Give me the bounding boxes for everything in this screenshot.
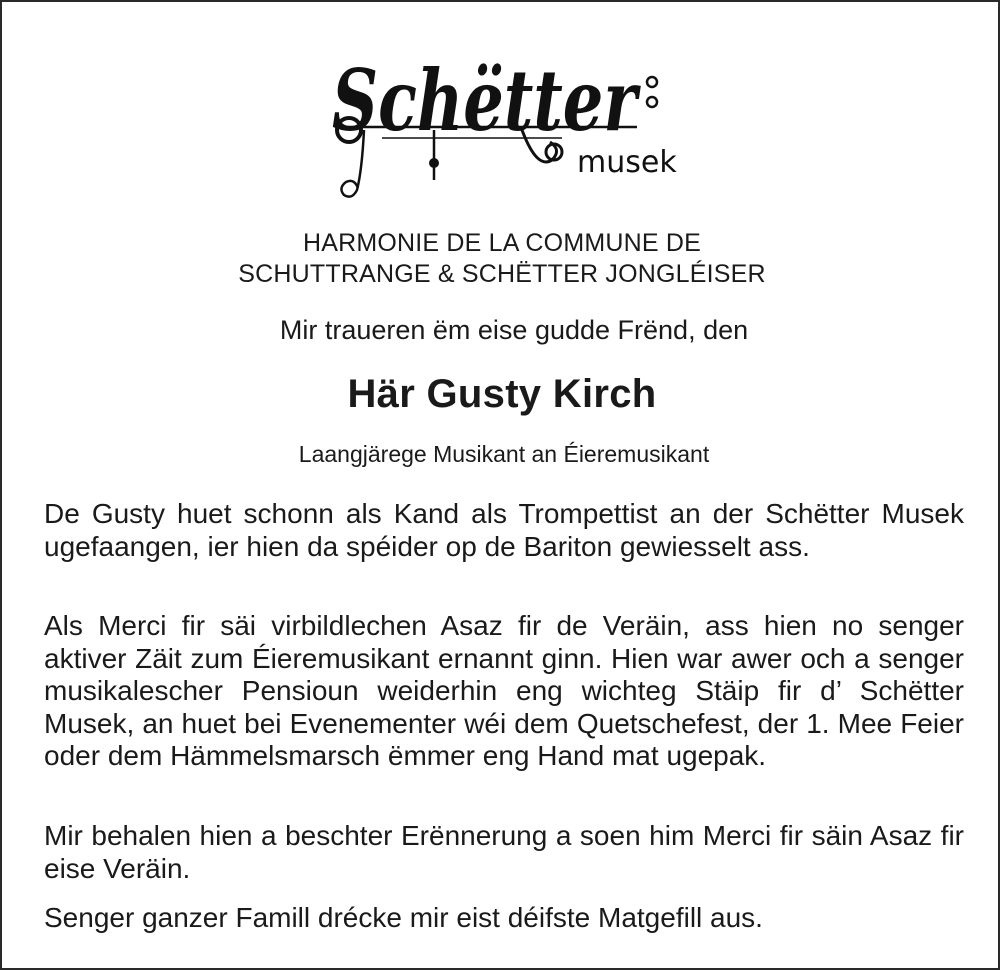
paragraph-gratitude: Mir behalen hien a beschter Erënnerung a soen him Merci fir säin Asaz fir eise Veräin.: [44, 820, 964, 884]
logo-wordmark: Schëtter: [332, 51, 642, 150]
paragraph-biography: De Gusty huet schonn als Kand als Trompettist an der Schëtter Musek ugefaangen, ier hien da spéider op de Bariton gewiesselt ass.: [44, 498, 964, 562]
deceased-role: Laangjärege Musikant an Éieremusikant: [298, 441, 710, 467]
mourning-intro: Mir traueren ëm eise gudde Frënd, den: [279, 315, 749, 345]
organization-name-line-1: HARMONIE DE LA COMMUNE DE: [302, 229, 702, 257]
paragraph-condolences: Senger ganzer Famill drécke mir eist déifste Matgefill aus.: [44, 902, 763, 933]
deceased-name: Här Gusty Kirch: [347, 372, 657, 416]
logo-subword: musek: [577, 145, 677, 180]
organization-name-line-2: SCHUTTRANGE & SCHËTTER JONGLÉISER: [238, 260, 766, 288]
schetter-musek-logo: [322, 30, 677, 205]
paragraph-honor: Als Merci fir säi virbildlechen Asaz fir de Veräin, ass hien no senger aktiver Zäit zum Éieremusikant ernannt ginn. Hien war awer och a senger musikalescher Pensioun weiderhin eng wichteg Stäip fir d’ Schëtter Musek, an huet bei Evenementer wéi dem Quetschefest, der 1. Mee Feier oder dem Hämmelsmarsch ëmmer eng Hand mat ugepak.: [44, 610, 964, 771]
